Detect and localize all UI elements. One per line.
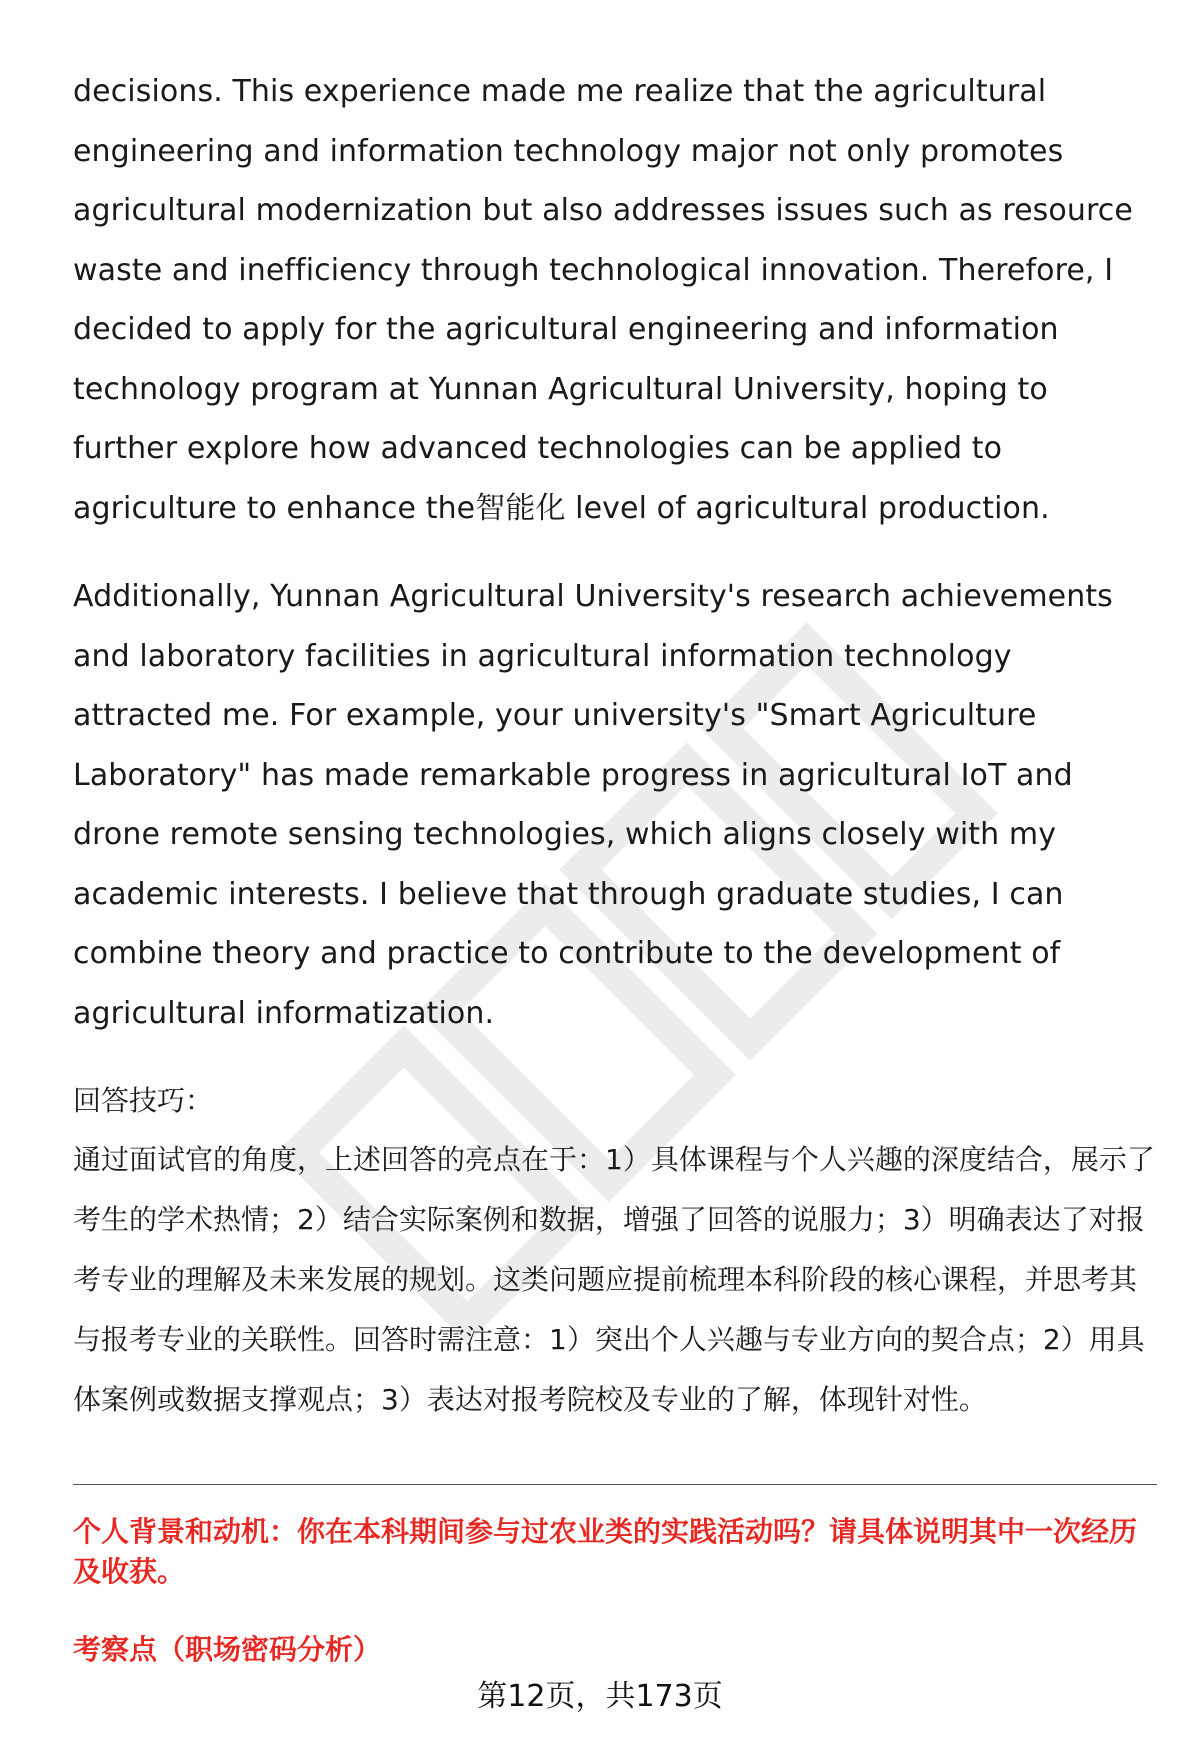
paragraph-motivation: decisions. This experience made me realize that the agricultural engineering and information technology major not only promotes agricultural modernization but also addresses issues such as resource waste and inefficiency through technological innovation. Therefore, I decided to apply for the agricultural engineering and information technology program at Yunnan Agricultural University, hoping to further explore how advanced technologies can be applied to agriculture to enhance the智能化 level of agricultural production. <box>73 74 1133 526</box>
tips-title: 回答技巧： <box>73 1084 214 1117</box>
tips-body: 通过面试官的角度，上述回答的亮点在于：1）具体课程与个人兴趣的深度结合，展示了考生的学术热情；2）结合实际案例和数据，增强了回答的说服力；3）明确表达了对报考专业的理解及未来发展的规划。这类问题应提前梳理本科阶段的核心课程，并思考其与报考专业的关联性。回答时需注意：1）突出个人兴趣与专业方向的契合点；2）用具体案例或数据支撑观点；3）表达对报考院校及专业的了解，体现针对性。 <box>73 1143 1155 1416</box>
question-heading: 个人背景和动机：你在本科期间参与过农业类的实践活动吗？请具体说明其中一次经历及收获。 <box>73 1515 1138 1588</box>
exam-point-heading: 考察点（职场密码分析） <box>73 1633 382 1666</box>
section-divider <box>73 1484 1157 1485</box>
document-body <box>73 62 1158 1430</box>
page-number: 第12页，共173页 <box>477 1679 723 1714</box>
paragraph-university-research: Additionally, Yunnan Agricultural University's research achievements and laboratory facilities in agricultural information technology attracted me. For example, your university's "Smart Agriculture Laboratory" has made remarkable progress in agricultural IoT and drone remote sensing technologies, which aligns closely with my academic interests. I believe that through graduate studies, I can combine theory and practice to contribute to the development of agricultural informatization. <box>73 579 1113 1031</box>
